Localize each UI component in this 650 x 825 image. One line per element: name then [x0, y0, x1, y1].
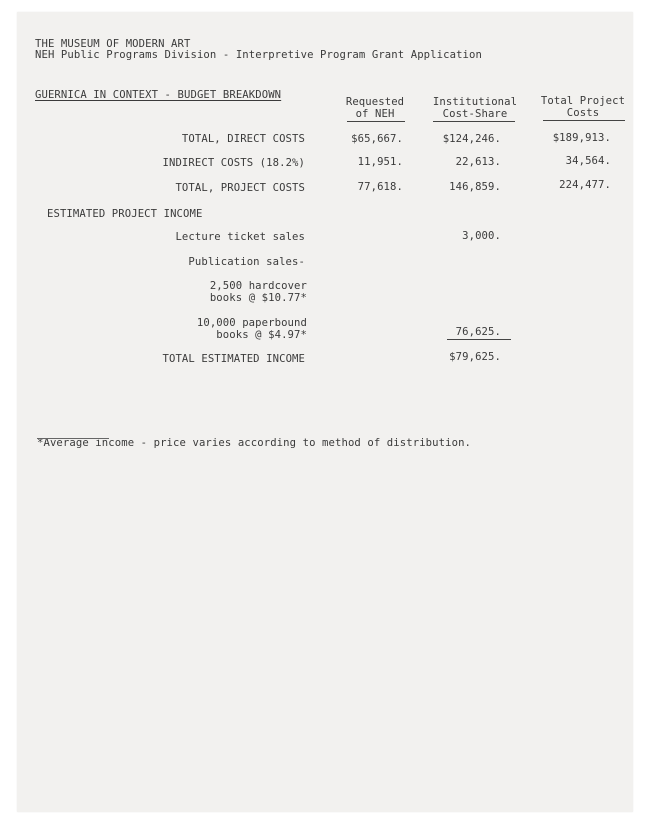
row-project-inst: 146,859. [449, 181, 501, 193]
lecture-inst: 3,000. [462, 230, 501, 242]
col-neh-header-line1: Requested [345, 96, 405, 108]
col-neh-header-line2: of NEH [355, 108, 395, 120]
row-project-total: 224,477. [559, 179, 611, 191]
paperbound-line2: books @ $4.97* [216, 329, 307, 341]
paperbound-inst: 76,625. [455, 326, 501, 338]
row-direct-neh: $65,667. [351, 133, 403, 145]
income-total-label: TOTAL ESTIMATED INCOME [162, 353, 305, 365]
paperbound-sum-rule [447, 339, 511, 340]
col-total-header-line2: Costs [566, 107, 600, 119]
row-indirect-neh: 11,951. [357, 156, 403, 168]
institution-name: THE MUSEUM OF MODERN ART [35, 38, 191, 50]
row-direct-inst: $124,246. [442, 133, 501, 145]
publication-label: Publication sales- [188, 256, 305, 268]
row-project-neh: 77,618. [357, 181, 403, 193]
lecture-label: Lecture ticket sales [175, 231, 305, 243]
paperbound-line1: 10,000 paperbound [196, 317, 307, 329]
income-heading: ESTIMATED PROJECT INCOME [47, 208, 203, 220]
col-inst-header-line2: Cost-Share [442, 108, 508, 120]
division-title: NEH Public Programs Division - Interpretive Program Grant Application [35, 49, 482, 61]
row-indirect-label: INDIRECT COSTS (18.2%) [162, 157, 305, 169]
col-inst-header-line1: Institutional [432, 96, 518, 108]
row-direct-total: $189,913. [552, 132, 611, 144]
col-inst-header-rule [433, 121, 515, 122]
col-neh-header-rule [347, 121, 405, 122]
hardcover-line2: books @ $10.77* [209, 292, 307, 304]
hardcover-line1: 2,500 hardcover [209, 280, 307, 292]
footnote-rule [37, 438, 109, 439]
section-title: GUERNICA IN CONTEXT - BUDGET BREAKDOWN [35, 89, 282, 101]
row-indirect-total: 34,564. [565, 155, 611, 167]
row-project-label: TOTAL, PROJECT COSTS [175, 182, 305, 194]
income-total-inst: $79,625. [449, 351, 501, 363]
document-page [17, 12, 633, 812]
col-total-header-line1: Total Project [540, 95, 626, 107]
row-direct-label: TOTAL, DIRECT COSTS [181, 133, 305, 145]
footnote: *Average income - price varies according to method of distribution. [37, 437, 472, 449]
col-total-header-rule [543, 120, 625, 121]
row-indirect-inst: 22,613. [455, 156, 501, 168]
